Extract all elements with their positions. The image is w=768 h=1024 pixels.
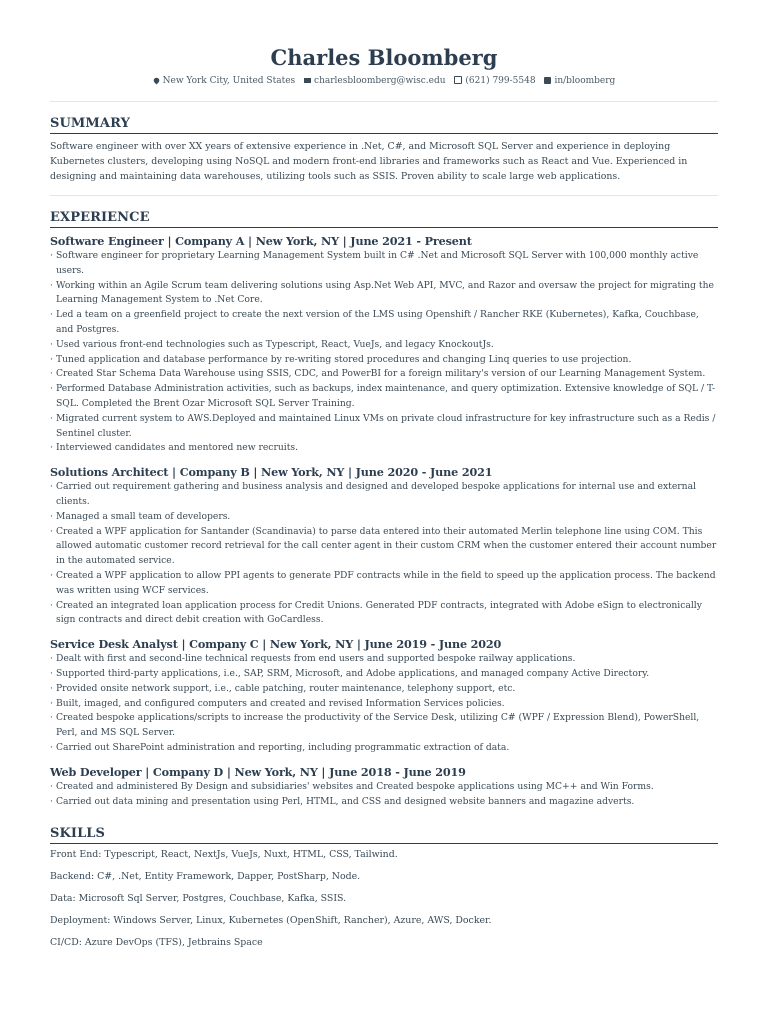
linkedin-icon [544,77,551,84]
job-bullet: · Created a WPF application for Santander (Scandinavia) to parse data entered into their automated Merlin telephone line using COM. This allowed automatic customer record retrieval for the call center agent in their custom CRM when the customer entered their account number in the automated service. [50,525,718,569]
section-title-experience: EXPERIENCE [50,210,718,228]
job-bullet: · Created and administered By Design and subsidiaries' websites and Created bespoke applications using MC++ and Win Forms. [50,780,718,795]
phone[interactable] [454,75,535,88]
job-bullet: · Created bespoke applications/scripts to increase the productivity of the Service Desk, utilizing C# (WPF / Expression Blend), PowerShell, Perl, and MS SQL Server. [50,711,718,741]
job-list [50,234,718,809]
job-bullet: · Built, imaged, and configured computers and created and revised Information Services policies. [50,697,718,712]
job-entry [50,637,718,756]
email-text[interactable]: charlesbloomberg@wisc.edu [314,76,446,86]
job-heading: Service Desk Analyst | Company C | New York, NY | June 2019 - June 2020 [50,637,502,652]
location [153,75,296,88]
job-bullets [50,780,718,810]
skill-line: Deployment: Windows Server, Linux, Kubernetes (OpenShift, Rancher), Azure, AWS, Docker. [50,915,492,927]
location-pin-icon [152,77,160,85]
job-bullet: · Supported third-party applications, i.e., SAP, SRM, Microsoft, and Adobe applications, and managed company Active Directory. [50,667,718,682]
envelope-icon [304,78,311,83]
header-divider [50,101,718,102]
job-bullet: · Performed Database Administration activities, such as backups, index maintenance, and query optimization. Extensive knowledge of SQL / T-SQL. Completed the Brent Ozar Microsoft SQL Server Training. [50,382,718,412]
job-bullet: · Carried out SharePoint administration and reporting, including programmatic extraction of data. [50,741,718,756]
job-bullet: · Software engineer for proprietary Learning Management System built in C# .Net and Microsoft SQL Server with 100,000 monthly active users. [50,249,718,279]
job-heading: Software Engineer | Company A | New York, NY | June 2021 - Present [50,234,472,248]
job-entry [50,234,718,456]
section-title-skills: SKILLS [50,826,718,844]
job-bullet: · Carried out requirement gathering and business analysis and designed and developed bespoke applications for internal use and external clients. [50,480,718,510]
contact-bar [50,75,718,88]
skill-line: Data: Microsoft Sql Server, Postgres, Couchbase, Kafka, SSIS. [50,893,347,905]
job-heading: Solutions Architect | Company B | New York, NY | June 2020 - June 2021 [50,465,493,480]
skill-list [50,848,718,950]
job-bullet: · Carried out data mining and presentation using Perl, HTML, and CSS and designed website banners and magazine adverts. [50,795,718,810]
location-text: New York City, United States [162,76,296,86]
candidate-name: Charles Bloomberg [270,45,498,70]
job-bullets [50,652,718,756]
job-bullet: · Led a team on a greenfield project to create the next version of the LMS using Openshift / Rancher RKE (Kubernetes), Kafka, Couchbase, and Postgres. [50,308,718,338]
experience-section [50,210,718,809]
job-bullet: · Used various front-end technologies such as Typescript, React, VueJs, and legacy KnockoutJs. [50,338,718,353]
skill-line: CI/CD: Azure DevOps (TFS), Jetbrains Space [50,937,263,949]
job-bullet: · Created an integrated loan application process for Credit Unions. Generated PDF contracts, integrated with Adobe eSign to electronically sign contracts and direct debit creation with GoCardless. [50,599,718,629]
job-entry [50,465,718,628]
job-bullets [50,480,718,628]
job-bullet: · Working within an Agile Scrum team delivering solutions using Asp.Net Web API, MVC, and Razor and oversaw the project for migrating the Learning Management System to .Net Core. [50,279,718,309]
summary-section [50,116,718,184]
linkedin[interactable] [544,75,615,88]
section-title-summary: SUMMARY [50,116,718,134]
summary-text: Software engineer with over XX years of extensive experience in .Net, C#, and Microsoft SQL Server and experience in deploying Kubernetes clusters, developing using NoSQL and modern front-end libraries and frameworks such as React and Vue. Experienced in designing and maintaining data warehouses, utilizing tools such as SSIS. Proven ability to scale large web applications. [50,141,688,182]
job-bullet: · Tuned application and database performance by re-writing stored procedures and changing Linq queries to use projection. [50,353,718,368]
job-entry [50,765,718,810]
phone-text[interactable]: (621) 799-5548 [465,76,536,86]
email[interactable] [304,75,445,88]
job-bullet: · Dealt with first and second-line technical requests from end users and supported bespoke railway applications. [50,652,718,667]
job-bullet: · Interviewed candidates and mentored new recruits. [50,441,718,456]
skill-line: Backend: C#, .Net, Entity Framework, Dapper, PostSharp, Node. [50,871,361,883]
linkedin-text[interactable]: in/bloomberg [554,76,616,86]
job-heading: Web Developer | Company D | New York, NY | June 2018 - June 2019 [50,764,466,779]
phone-icon [454,76,462,84]
job-bullet: · Provided onsite network support, i.e., cable patching, router maintenance, telephony support, etc. [50,682,718,697]
job-bullet: · Created Star Schema Data Warehouse using SSIS, CDC, and PowerBI for a foreign military's version of our Learning Management System. [50,367,718,382]
summary-divider [50,195,718,196]
skill-line: Front End: Typescript, React, NextJs, VueJs, Nuxt, HTML, CSS, Tailwind. [50,849,398,861]
job-bullet: · Created a WPF application to allow PPI agents to generate PDF contracts while in the field to speed up the application process. The backend was written using WCF services. [50,569,718,599]
job-bullets [50,249,718,456]
skills-section [50,826,718,950]
job-bullet: · Managed a small team of developers. [50,510,718,525]
job-bullet: · Migrated current system to AWS.Deployed and maintained Linux VMs on private cloud infrastructure for key infrastructure such as a Redis / Sentinel cluster. [50,412,718,442]
